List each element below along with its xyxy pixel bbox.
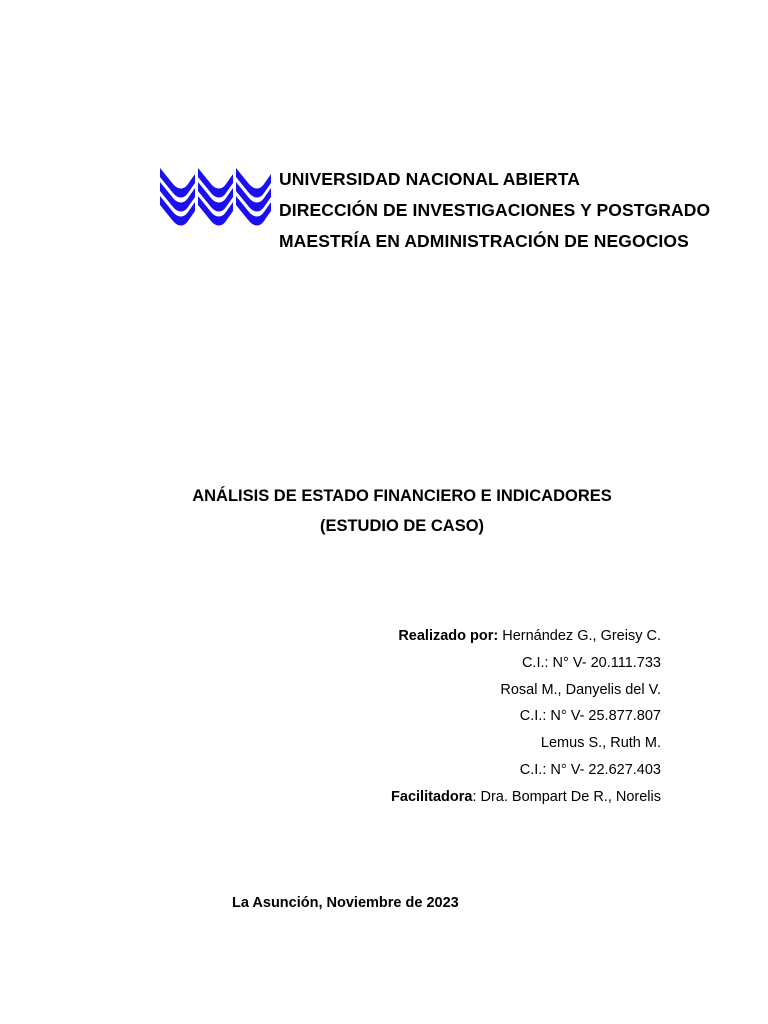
author-1-row <box>391 623 661 650</box>
university-logo <box>159 164 272 252</box>
program-name: MAESTRÍA EN ADMINISTRACIÓN DE NEGOCIOS <box>279 231 689 251</box>
directorate-name: DIRECCIÓN DE INVESTIGACIONES Y POSTGRADO <box>279 200 711 220</box>
institution-header <box>279 164 710 257</box>
author-3-id: C.I.: N° V- 22.627.403 <box>519 761 661 778</box>
author-2-id: C.I.: N° V- 25.877.807 <box>519 708 661 725</box>
university-name: UNIVERSIDAD NACIONAL ABIERTA <box>279 169 580 189</box>
document-title <box>0 481 768 541</box>
author-1-id: C.I.: N° V- 20.111.733 <box>521 654 661 671</box>
facilitadora-separator: : <box>472 788 477 805</box>
facilitadora-name: Dra. Bompart De R., Norelis <box>480 788 661 805</box>
facilitadora-row <box>391 784 661 811</box>
title-main: ANÁLISIS DE ESTADO FINANCIERO E INDICADORES <box>192 487 612 505</box>
author-2-name: Rosal M., Danyelis del V. <box>500 681 661 698</box>
author-1-name: Hernández G., Greisy C. <box>502 628 661 644</box>
place-and-date: La Asunción, Noviembre de 2023 <box>232 895 459 911</box>
author-3-name: Lemus S., Ruth M. <box>540 735 661 752</box>
authors-block <box>391 623 661 811</box>
realizado-por-label: Realizado por: <box>398 628 499 644</box>
title-subtitle: (ESTUDIO DE CASO) <box>319 517 485 535</box>
facilitadora-label: Facilitadora <box>391 788 473 805</box>
